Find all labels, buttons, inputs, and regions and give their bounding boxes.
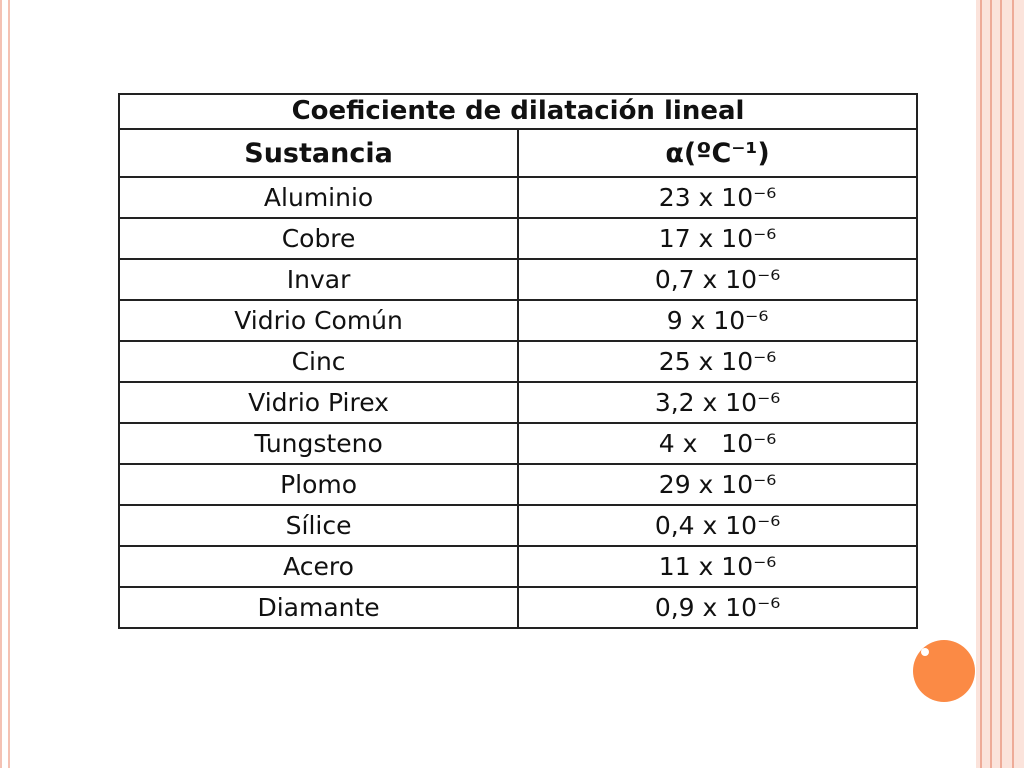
table-row [119,300,917,341]
table-row [119,505,917,546]
table-row [119,382,917,423]
orange-dot-decoration [913,640,975,702]
coefficient-cell: 23 x 10⁻⁶ [518,177,917,218]
substance-cell: Vidrio Común [119,300,518,341]
substance-cell: Cobre [119,218,518,259]
substance-cell: Diamante [119,587,518,628]
table-row [119,546,917,587]
substance-cell: Invar [119,259,518,300]
coefficient-cell: 29 x 10⁻⁶ [518,464,917,505]
right-decor-line [990,0,992,768]
left-decor-line [0,0,2,768]
substance-cell: Cinc [119,341,518,382]
substance-cell: Plomo [119,464,518,505]
coefficient-cell: 9 x 10⁻⁶ [518,300,917,341]
table-row [119,341,917,382]
left-decor-line [8,0,10,768]
table-row [119,259,917,300]
table-row [119,587,917,628]
table-row [119,423,917,464]
coefficient-cell: 0,9 x 10⁻⁶ [518,587,917,628]
table-row [119,177,917,218]
substance-cell: Sílice [119,505,518,546]
coefficient-cell: 0,7 x 10⁻⁶ [518,259,917,300]
coefficient-cell: 11 x 10⁻⁶ [518,546,917,587]
coefficient-cell: 0,4 x 10⁻⁶ [518,505,917,546]
coefficient-table [118,93,918,629]
substance-cell: Acero [119,546,518,587]
table-row [119,218,917,259]
coefficient-cell: 4 x 10⁻⁶ [518,423,917,464]
table-header-row [119,129,917,177]
substance-cell: Aluminio [119,177,518,218]
table-title-row [119,94,917,129]
substance-cell: Tungsteno [119,423,518,464]
table-title: Coeficiente de dilatación lineal [119,94,917,129]
substance-cell: Vidrio Pirex [119,382,518,423]
right-decor-line [1000,0,1002,768]
right-decor-line [980,0,982,768]
coefficient-cell: 17 x 10⁻⁶ [518,218,917,259]
coefficient-cell: 3,2 x 10⁻⁶ [518,382,917,423]
right-decor-line [1012,0,1014,768]
coefficient-cell: 25 x 10⁻⁶ [518,341,917,382]
table-row [119,464,917,505]
header-alpha: α(ºC⁻¹) [518,129,917,177]
header-substance: Sustancia [119,129,518,177]
